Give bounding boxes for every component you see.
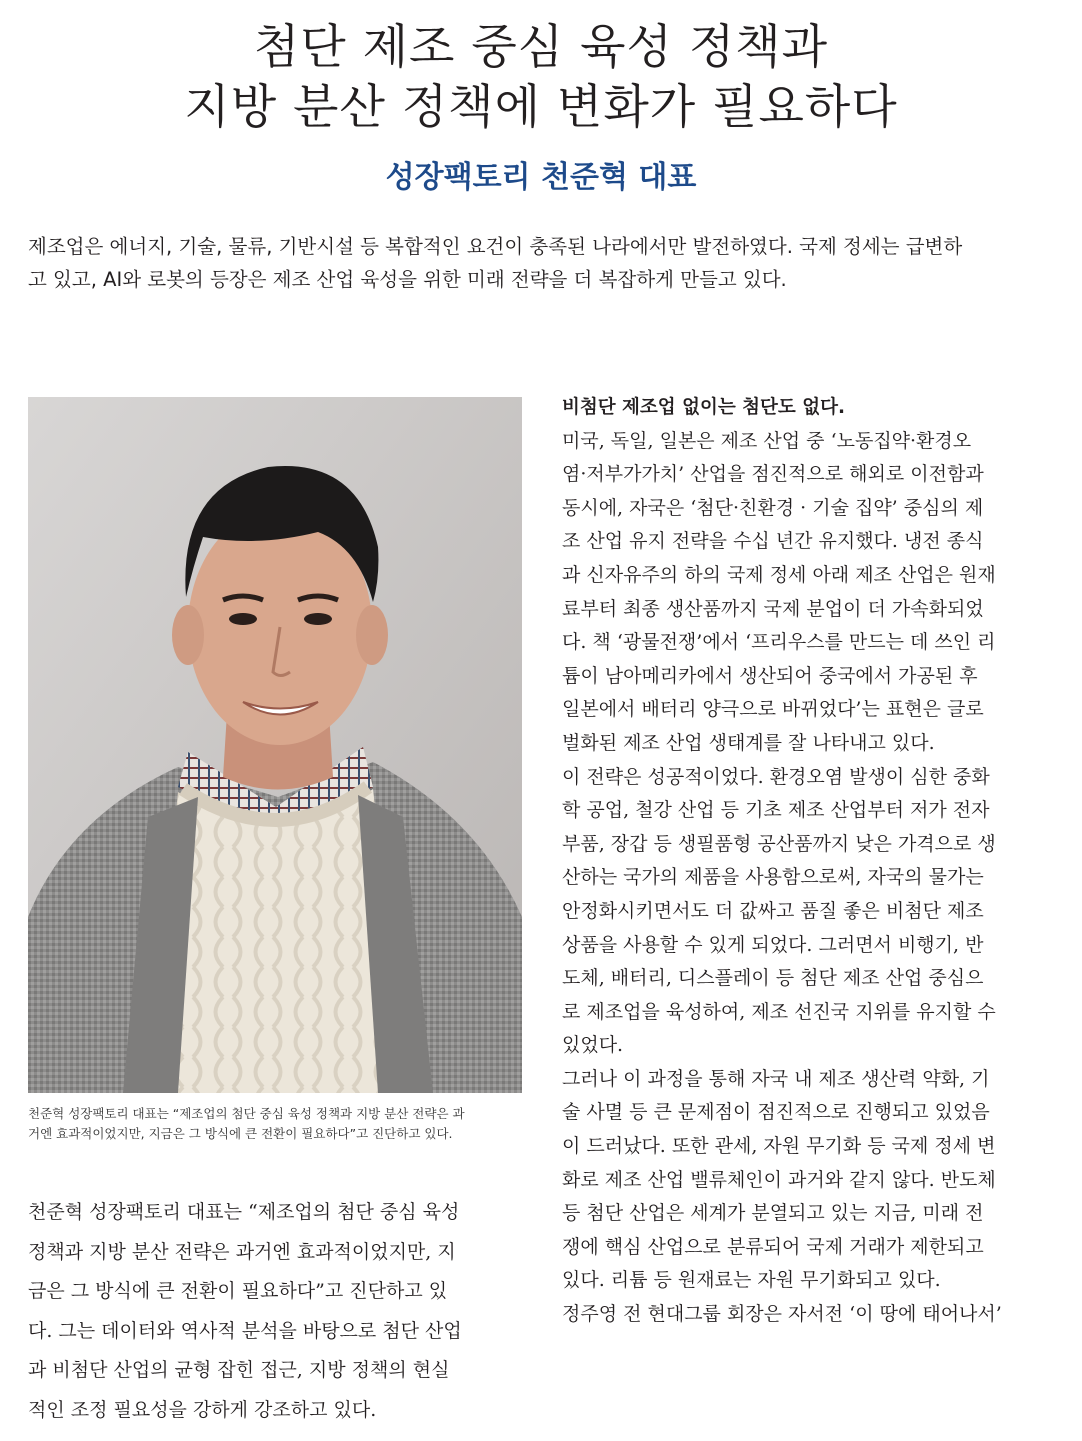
right-column-body [562,391,1058,1332]
body-line: 과 비첨단 산업의 균형 잡힌 접근, 지방 정책의 현실 [28,1359,450,1381]
lead-line: 고 있고, AI와 로봇의 등장은 제조 산업 육성을 위한 미래 전략을 더 복잡하게 만들고 있다. [28,268,787,291]
body-line: 이 전략은 성공적이었다. 환경오염 발생이 심한 중화 [562,765,990,788]
body-line: 이 드러났다. 또한 관세, 자원 무기화 등 국제 정세 변 [562,1135,996,1158]
body-line: 학 공업, 철강 산업 등 기초 제조 산업부터 저가 전자 [562,799,990,822]
body-line: 다. 그는 데이터와 역사적 분석을 바탕으로 첨단 산업 [28,1319,462,1342]
body-line: 료부터 최종 생산품까지 국제 분업이 더 가속화되었 [562,597,984,620]
caption-line: 천준혁 성장팩토리 대표는 “제조업의 첨단 중심 육성 정책과 지방 분산 전략은 과 [28,1106,465,1121]
body-line: 쟁에 핵심 산업으로 분류되어 국제 거래가 제한되고 [562,1235,984,1258]
left-column-body [28,1193,522,1430]
body-line: 산하는 국가의 제품을 사용함으로써, 자국의 물가는 [562,866,984,889]
body-line: 도체, 배터리, 디스플레이 등 첨단 제조 산업 중심으 [562,967,984,990]
body-line: 벌화된 제조 산업 생태계를 잘 나타내고 있다. [562,731,935,754]
lead-paragraph [28,230,1058,296]
photo-caption [28,1104,528,1144]
body-line: 부품, 장갑 등 생필품형 공산품까지 낮은 가격으로 생 [562,832,996,855]
body-line: 미국, 독일, 일본은 제조 산업 중 ‘노동집약·환경오 [562,429,972,452]
article-title [0,18,1082,138]
body-line: 로 제조업을 육성하여, 제조 선진국 지위를 유지할 수 [562,1000,996,1023]
body-line: 등 첨단 산업은 세계가 분열되고 있는 지금, 미래 전 [562,1202,984,1225]
portrait-photo [28,397,522,1093]
lead-line: 제조업은 에너지, 기술, 물류, 기반시설 등 복합적인 요건이 충족된 나라에서만 발전하였다. 국제 정세는 급변하 [28,235,963,258]
title-line-2: 지방 분산 정책에 변화가 필요하다 [184,80,898,135]
body-line: 염·저부가가치’ 산업을 점진적으로 해외로 이전함과 [562,463,984,486]
title-line-1: 첨단 제조 중심 육성 정책과 [253,20,829,75]
body-line: 상품을 사용할 수 있게 되었다. 그러면서 비행기, 반 [562,933,984,956]
caption-line: 거엔 효과적이었지만, 지금은 그 방식에 큰 전환이 필요하다”고 진단하고 있다. [28,1126,453,1141]
body-line: 있다. 리튬 등 원재료는 자원 무기화되고 있다. [562,1269,941,1292]
article-subtitle: 성장팩토리 천준혁 대표 [385,160,697,195]
body-line: 천준혁 성장팩토리 대표는 “제조업의 첨단 중심 육성 [28,1201,460,1223]
body-line: 안정화시키면서도 더 값싸고 품질 좋은 비첨단 제조 [562,899,984,922]
body-line: 과 신자유주의 하의 국제 정세 아래 제조 산업은 원재 [562,563,996,586]
body-line: 정책과 지방 분산 전략은 과거엔 효과적이었지만, 지 [28,1240,456,1263]
body-line: 술 사멸 등 큰 문제점이 점진적으로 진행되고 있었음 [562,1101,990,1124]
body-line: 다. 책 ‘광물전쟁’에서 ‘프리우스를 만드는 데 쓰인 리 [562,631,996,654]
body-line: 있었다. [562,1034,624,1057]
body-line: 동시에, 자국은 ‘첨단·친환경 · 기술 집약’ 중심의 제 [562,496,984,519]
body-line: 금은 그 방식에 큰 전환이 필요하다”고 진단하고 있 [28,1280,448,1302]
body-line: 정주영 전 현대그룹 회장은 자서전 ‘이 땅에 태어나서’ [562,1303,1002,1326]
body-line: 화로 제조 산업 밸류체인이 과거와 같지 않다. 반도체 [562,1168,996,1191]
body-line: 그러나 이 과정을 통해 자국 내 제조 생산력 약화, 기 [562,1067,990,1090]
body-line: 조 산업 유지 전략을 수십 년간 유지했다. 냉전 종식 [562,530,984,553]
body-line: 적인 조정 필요성을 강하게 강조하고 있다. [28,1398,377,1421]
section-heading: 비첨단 제조업 없이는 첨단도 없다. [562,397,845,418]
body-line: 튬이 남아메리카에서 생산되어 중국에서 가공된 후 [562,664,978,687]
body-line: 일본에서 배터리 양극으로 바뀌었다’는 표현은 글로 [562,698,984,721]
